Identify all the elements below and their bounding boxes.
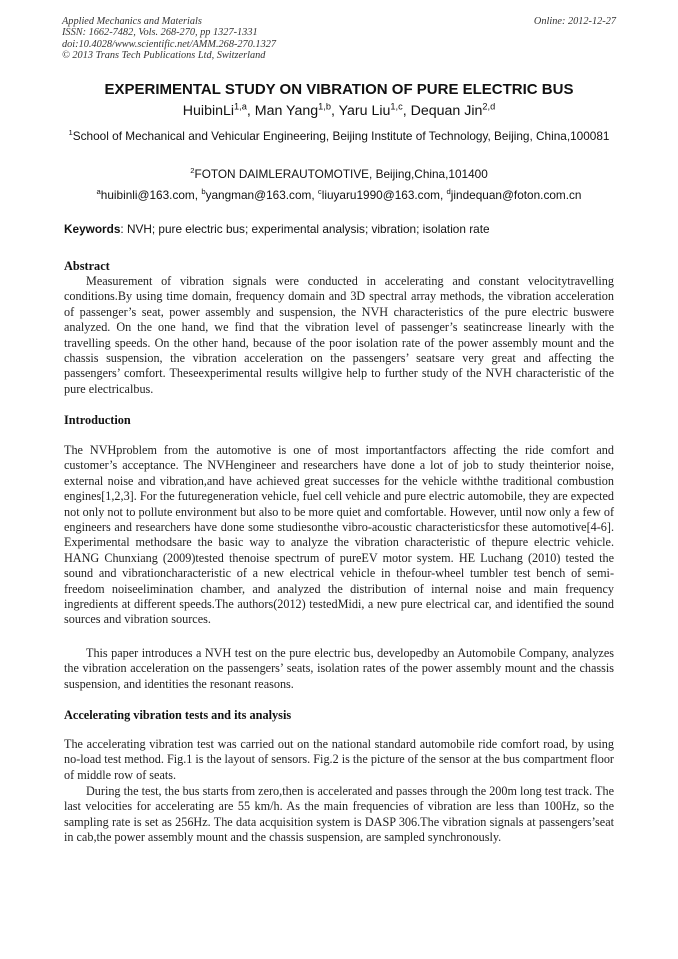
affiliation-1-text: School of Mechanical and Vehicular Engineering, Beijing Institute of Technology, Beijing, China,100081 — [72, 129, 610, 143]
abstract-paragraph: Measurement of vibration signals were conducted in accelerating and constant velocitytravelling conditions.By using time domain, frequency domain and 3D spectral array methods, the vibration acceleration of passenger’s seat, power assembly and suspension, the NVH characteristics of the pure electric buswere analyzed. On the one hand, we find that the vibration level of passenger’s seatincrease linearly with the travelling speeds. On the other hand, because of the poor isolation rate of the power assembly mount and the chassis suspension, the vibration acceleration on the passengers’ seatsare very great and affecting the passengers’ comfort. Theseexperimental results willgive help to further study of the NVH characteristic of the pure electricalbus. — [64, 274, 614, 396]
author — [183, 103, 255, 119]
author — [255, 103, 339, 119]
author-sup: 1,c — [390, 101, 403, 112]
email-separator: , — [311, 188, 318, 202]
author-sup: 2,d — [482, 101, 496, 112]
email-sup: b — [201, 187, 206, 197]
email-link[interactable]: jindequan@foton.com.cn — [450, 188, 582, 202]
abstract-heading: Abstract — [64, 259, 110, 273]
author-name: Man Yang — [254, 103, 319, 119]
author-name: HuibinLi — [182, 103, 235, 119]
affiliation-2-sup: 2 — [190, 166, 195, 176]
author — [339, 103, 411, 119]
email-separator: , — [439, 188, 447, 202]
paper-title: EXPERIMENTAL STUDY ON VIBRATION OF PURE ELECTRIC BUS — [104, 81, 574, 98]
doi-line: doi:10.4028/www.scientific.net/AMM.268-270.1327 — [62, 38, 277, 50]
keywords-label: Keywords — [64, 222, 121, 236]
author-list — [40, 103, 638, 119]
journal-name: Applied Mechanics and Materials — [62, 16, 202, 27]
author-separator: , — [402, 103, 411, 119]
accelerating-paragraph-2: During the test, the bus starts from zero,then is accelerated and passes through the 200m long test track. The last velocities for accelerating are 55 km/h. As the main frequencies of vibration are less than 100Hz, so the sampling rate is set as 256Hz. The data acquisition system is DASP 306.The vibration signals at passengers’seat in cab,the power assembly mount and the chassis suspension, are sampled synchronously. — [64, 784, 614, 845]
email-list — [40, 188, 638, 202]
keywords-text: : NVH; pure electric bus; experimental analysis; vibration; isolation rate — [120, 222, 490, 236]
email-link[interactable]: yangman@163.com — [205, 188, 312, 202]
affiliation-2-text: FOTON DAIMLERAUTOMOTIVE, Beijing,China,101400 — [194, 167, 488, 181]
email-sup: a — [96, 187, 101, 197]
email-separator: , — [194, 188, 202, 202]
email-link[interactable]: huibinli@163.com — [100, 188, 195, 202]
issn-line: ISSN: 1662-7482, Vols. 268-270, pp 1327-1331 — [62, 27, 258, 39]
author-name: Dequan Jin — [410, 103, 483, 119]
online-date: Online: 2012-12-27 — [533, 16, 616, 27]
author-sup: 1,a — [234, 101, 247, 112]
keywords-line — [64, 222, 618, 236]
email-sup: d — [446, 187, 451, 197]
author-sup: 1,b — [318, 101, 331, 112]
accelerating-heading: Accelerating vibration tests and its analysis — [64, 708, 292, 722]
copyright-line: © 2013 Trans Tech Publications Ltd, Switzerland — [62, 50, 266, 62]
author-separator: , — [246, 103, 255, 119]
author — [411, 103, 496, 119]
affiliation-1 — [60, 129, 618, 145]
email-sup: c — [317, 187, 322, 197]
introduction-paragraph-1: The NVHproblem from the automotive is one of most importantfactors affecting the ride comfort and customer’s acceptance. The NVHengineer and researchers have done a lot of job to study theinterior noise, external noise and vibration,and have achieved great successes for the vehicle withthe traditional combustion engines[1,2,3]. For the futuregeneration vehicle, fuel cell vehicle and pure electric automobile, they are expected not only not to pollute environment but also to be more quiet and comfortable. However, until now only a few of engineers and researchers have done some studiesonthe vibro-acoustic characteristicsfor these automotive[4-6]. Experimental methodsare the basic way to analyze the vibration characteristic of thepure electric vehicle. HANG Chunxiang (2009)tested thenoise spectrum of pureEV motor system. HE Luchang (2010) tested the sound and vibrationcharacteristic of a new electrical vehicle in thefour-wheel tumbler test bench of semi-freedom noiseelimination chamber, and analyzed the distribution of internal noise and main frequency ingredients at different speeds.The authors(2012) testedMidi, a new pure electrical car, and identified the sound sources and vibration sources. — [64, 443, 614, 627]
accelerating-paragraph-1: The accelerating vibration test was carried out on the national standard automobile ride comfort road, by using no-load test method. Fig.1 is the layout of sensors. Fig.2 is the picture of the sensor at the bus compartment floor of middle row of seats. — [64, 737, 614, 782]
introduction-paragraph-2: This paper introduces a NVH test on the pure electric bus, developedby an Automobile Company, analyzes the vibration acceleration on the passengers’ seats, isolation rates of the power assembly mount and the chassis suspension, and identities the resonant reasons. — [64, 646, 614, 691]
email-link[interactable]: liuyaru1990@163.com — [321, 188, 440, 202]
affiliation-1-sup: 1 — [68, 128, 73, 138]
author-name: Yaru Liu — [338, 103, 391, 119]
journal-header — [62, 16, 616, 62]
author-separator: , — [330, 103, 339, 119]
introduction-heading: Introduction — [64, 413, 131, 427]
affiliation-2 — [60, 167, 618, 183]
